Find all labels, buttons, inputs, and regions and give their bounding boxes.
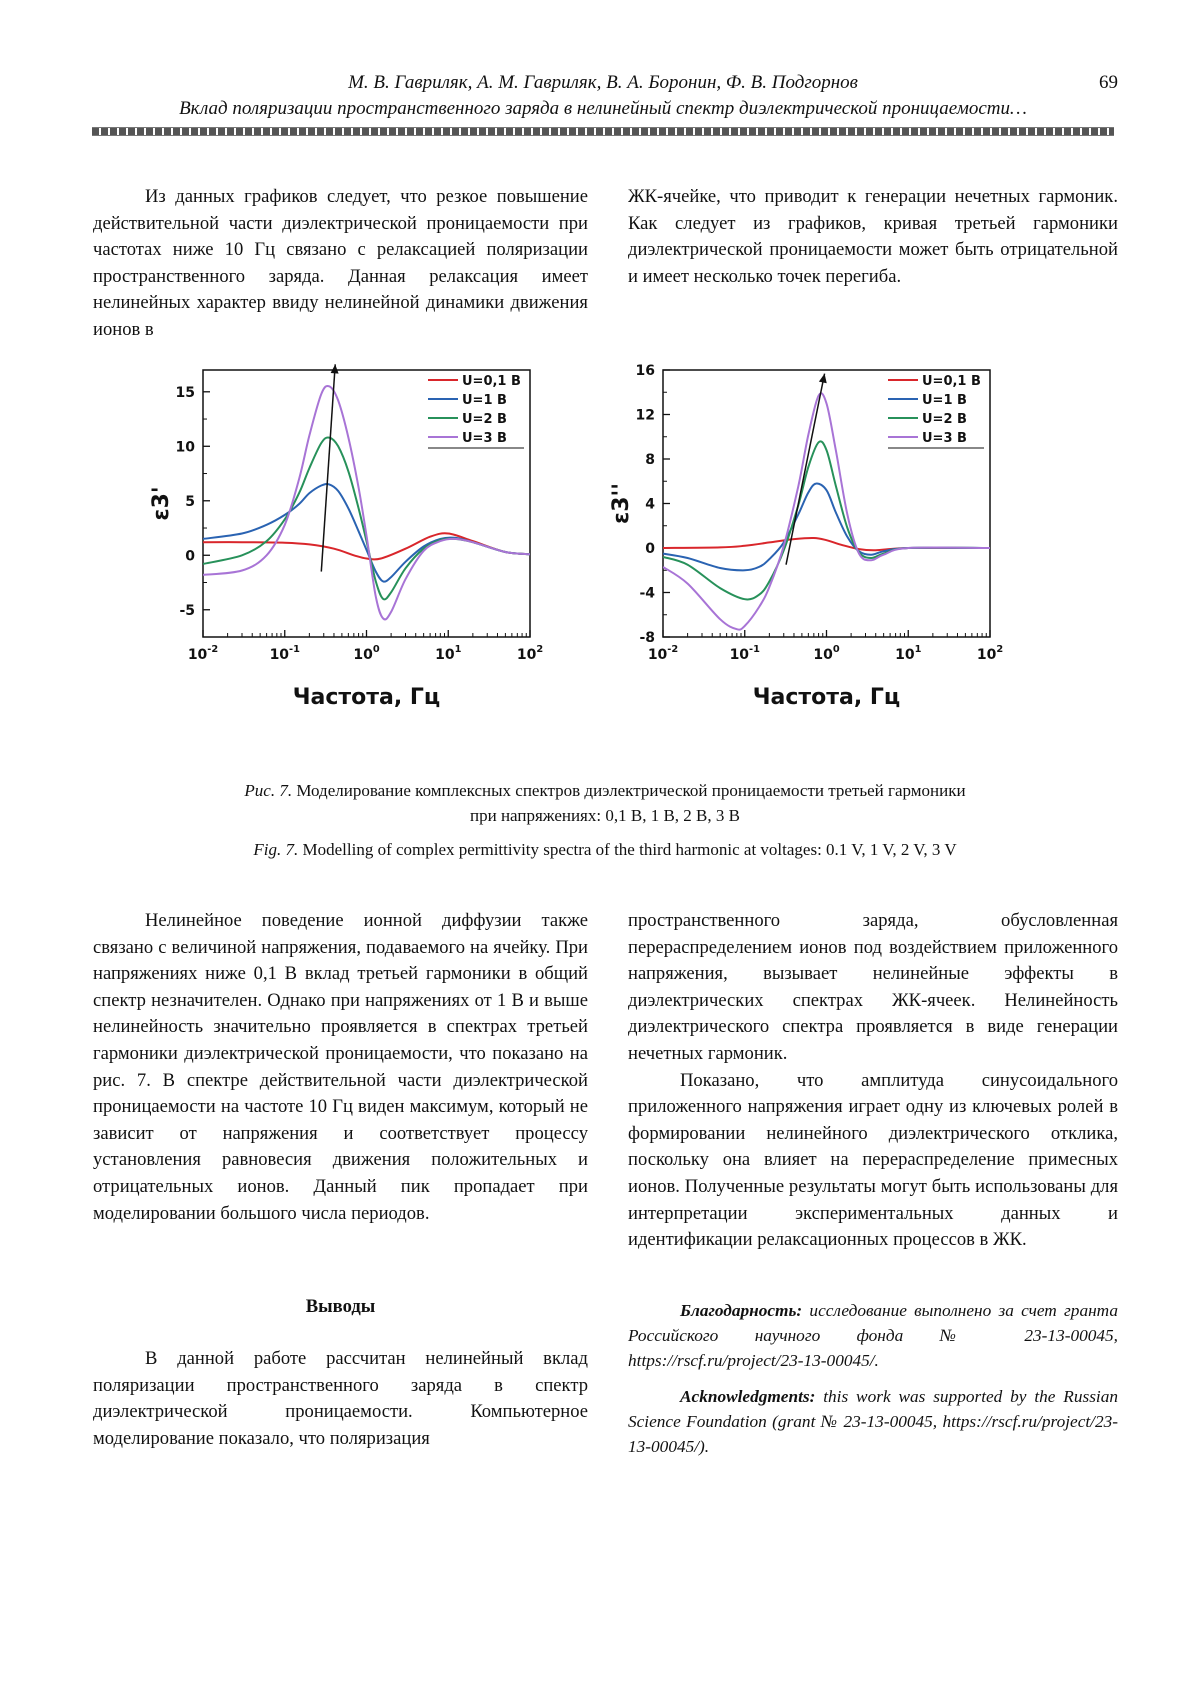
plot-group — [609, 363, 1003, 710]
header-rule — [92, 127, 1114, 136]
bottom-left-column — [93, 908, 588, 1227]
bottom-right-paragraph-1: пространственного заряда, обусловленная перераспределением ионов под воздействием приложенного напряжения, вызывает нелинейные эффекты в диэлектрических спектрах ЖК-ячеек. Нелинейность диэлектрического спектра проявляется в виде генерации нечетных гармоник. — [628, 910, 1118, 1064]
legend-label: U=2 В — [922, 412, 967, 427]
conclusions-column — [93, 1346, 588, 1452]
legend-label: U=0,1 В — [462, 374, 521, 389]
x-axis-label: Частота, Гц — [752, 685, 901, 710]
legend-label: U=3 В — [462, 431, 507, 446]
acknowledgments-ru — [628, 1298, 1118, 1373]
legend-label: U=1 В — [922, 393, 967, 408]
page-number: 69 — [1099, 72, 1118, 93]
series-line-3 — [663, 441, 990, 599]
top-left-paragraph: Из данных графиков следует, что резкое повышение действительной части диэлектрической проницаемости при частотах ниже 10 Гц связано с релаксацией поляризации пространственного заряда. Данная релаксация имеет нелинейных характер ввиду нелинейной динамики движения ионов в — [93, 186, 588, 340]
acknowledgments-en — [628, 1384, 1118, 1459]
y-tick-label: 12 — [635, 407, 655, 424]
y-tick-label: -8 — [639, 630, 655, 646]
trend-arrow-head — [331, 364, 339, 373]
header-title: Вклад поляризации пространственного заряда в нелинейный спектр диэлектрической проницаемости… — [179, 98, 1027, 119]
legend-label: U=0,1 В — [922, 374, 981, 389]
trend-arrow-head — [819, 374, 827, 384]
y-tick-label: 5 — [185, 493, 195, 510]
ack-ru-text: исследование выполнено за счет гранта Российского научного фонда № 23-13-00045, https://rscf.ru/project/23-13-00045/. — [628, 1301, 1118, 1370]
top-right-column — [628, 184, 1118, 290]
x-tick-label: $10^{-1}$ — [729, 644, 760, 663]
top-left-column — [93, 184, 588, 344]
caption-ru-label: Рис. 7. — [244, 781, 293, 800]
series-line-3 — [203, 437, 530, 599]
bottom-left-paragraph-1: Нелинейное поведение ионной диффузии также связано с величиной напряжения, подаваемого на ячейку. При напряжениях ниже 0,1 В вклад третьей гармоники в общий спектр незначителен. Однако при напряжениях от 1 В и выше нелинейность значительно проявляется в спектрах третьей гармоники диэлектрической проницаемости, что показано на рис. 7. В спектре действительной части диэлектрической проницаемости на частоте 10 Гц виден максимум, который не зависит от напряжения и соответствует процессу установления равновесия движения положительных и отрицательных ионов. Данный пик пропадает при моделировании большого числа периодов. — [93, 910, 588, 1224]
legend-label: U=3 В — [922, 431, 967, 446]
trend-arrow-line — [321, 364, 335, 571]
x-tick-label: $10^{-2}$ — [647, 644, 679, 663]
chart-real-part — [150, 375, 590, 760]
plot-frame — [663, 370, 990, 637]
y-tick-label: 15 — [175, 384, 195, 401]
y-tick-label: 0 — [185, 548, 195, 565]
x-tick-label: $10^1$ — [895, 644, 922, 663]
ack-ru-label: Благодарность: — [680, 1301, 803, 1320]
y-tick-label: 8 — [645, 452, 655, 468]
caption-en-label: Fig. 7. — [253, 840, 299, 859]
y-tick-label: -4 — [639, 585, 655, 602]
series-line-2 — [663, 483, 990, 570]
bottom-right-column — [628, 908, 1118, 1254]
x-tick-label: $10^1$ — [435, 644, 462, 663]
series-line-4 — [663, 393, 990, 629]
legend-label: U=1 В — [462, 393, 507, 408]
y-axis-label: ε3' — [149, 486, 174, 521]
ack-en-label: Acknowledgments: — [680, 1387, 816, 1406]
y-tick-label: 4 — [645, 496, 655, 513]
plot-frame — [203, 370, 530, 637]
figure-caption-ru — [100, 778, 1110, 828]
caption-ru-line1: Моделирование комплексных спектров диэлектрической проницаемости третьей гармоники — [296, 781, 966, 800]
chart-imaginary-part — [609, 363, 1050, 760]
running-header — [88, 70, 1118, 122]
y-axis-label: ε3'' — [609, 482, 634, 525]
caption-en-text: Modelling of complex permittivity spectra of the third harmonic at voltages: 0.1 V, 1 V, 2 V, 3 V — [302, 840, 957, 859]
x-tick-label: $10^2$ — [976, 644, 1004, 663]
x-tick-label: $10^2$ — [516, 644, 544, 663]
y-tick-label: 0 — [645, 541, 655, 557]
figure-caption-en — [100, 837, 1110, 862]
x-tick-label: $10^0$ — [353, 644, 380, 663]
y-tick-label: 16 — [635, 363, 655, 379]
trend-arrow-line — [786, 374, 825, 565]
ack-en-text: this work was supported by the Russian Science Foundation (grant № 23-13-00045, https://rscf.ru/project/23-13-00045/). — [628, 1387, 1119, 1456]
x-tick-label: $10^{-1}$ — [269, 644, 300, 663]
header-authors: М. В. Гавриляк, А. М. Гавриляк, В. А. Боронин, Ф. В. Подгорнов — [348, 72, 858, 93]
x-tick-label: $10^0$ — [813, 644, 840, 663]
plot-group — [149, 364, 543, 710]
bottom-right-paragraph-2: Показано, что амплитуда синусоидального приложенного напряжения играет одну из ключевых ролей в формировании нелинейного диэлектрического отклика, поскольку она влияет на перераспределение примесных ионов. Полученные результаты могут быть использованы для интерпретации экспериментальных данных и идентификации релаксационных процессов в ЖК. — [628, 1069, 1118, 1251]
y-tick-label: -5 — [179, 602, 195, 619]
top-right-paragraph: ЖК-ячейке, что приводит к генерации нечетных гармоник. Как следует из графиков, кривая третьей гармоники диэлектрической проницаемости может быть отрицательной и имеет несколько точек перегиба. — [628, 186, 1118, 287]
x-axis-label: Частота, Гц — [292, 685, 441, 710]
legend-label: U=2 В — [462, 412, 507, 427]
caption-ru-line2: при напряжениях: 0,1 В, 1 В, 2 В, 3 В — [470, 806, 740, 825]
bottom-left-paragraph-2: В данной работе рассчитан нелинейный вклад поляризации пространственного заряда в спектр диэлектрической проницаемости. Компьютерное моделирование показало, что поляризация — [93, 1348, 588, 1449]
x-tick-label: $10^{-2}$ — [187, 644, 219, 663]
section-title: Выводы — [305, 1296, 376, 1317]
y-tick-label: 10 — [175, 439, 195, 456]
